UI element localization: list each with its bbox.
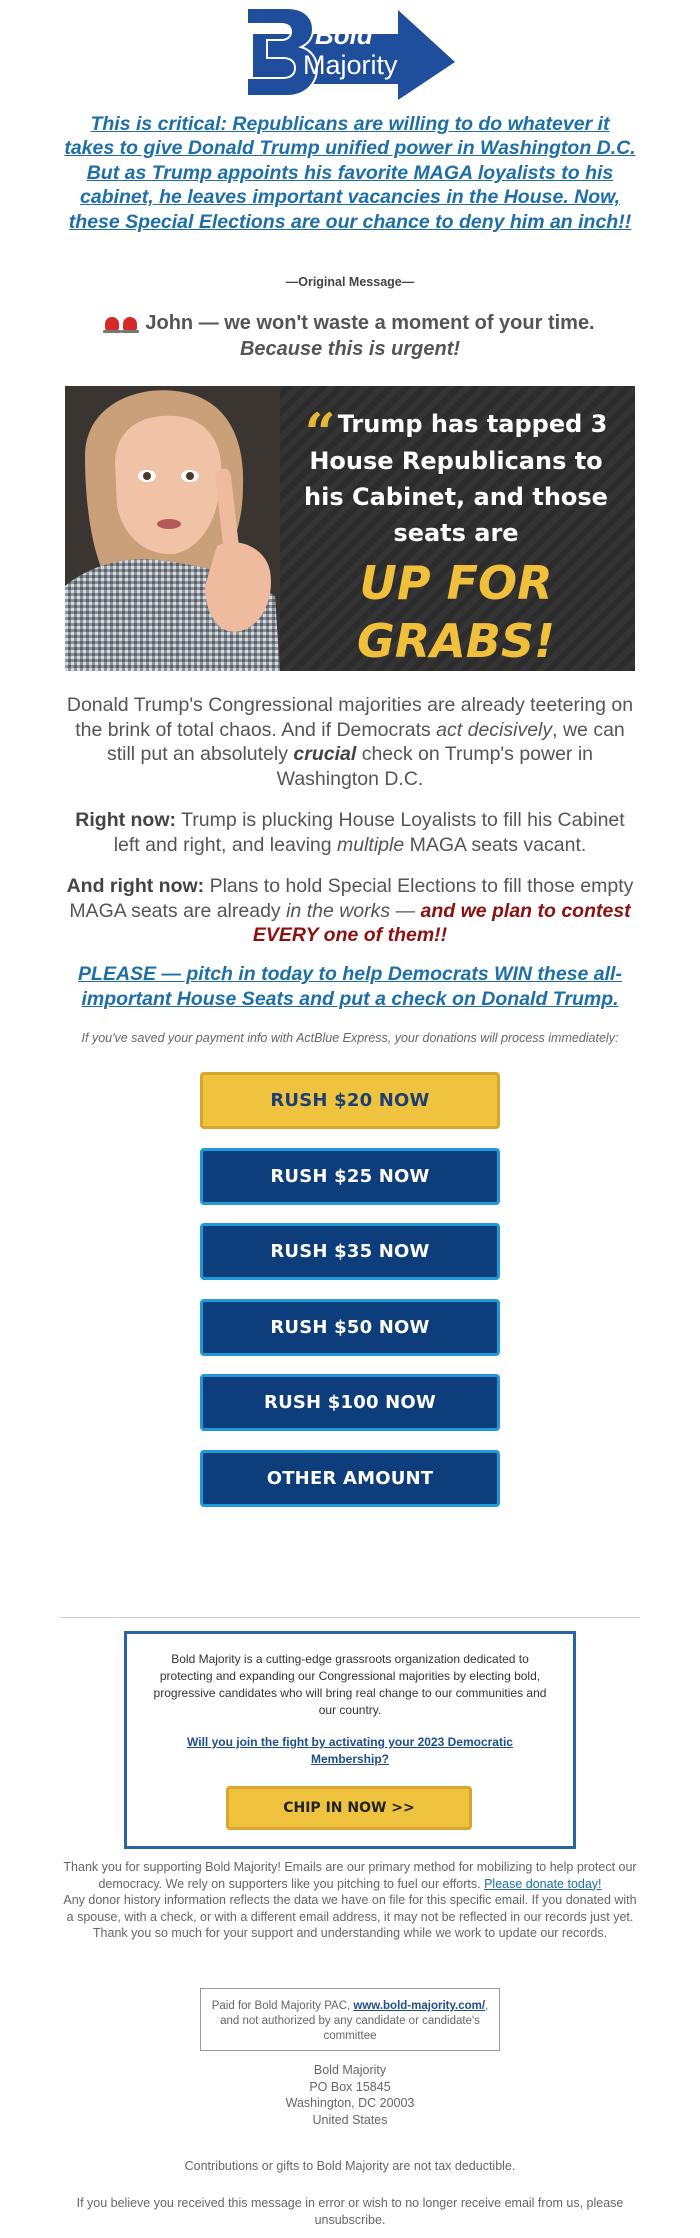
mailing-address: Bold Majority PO Box 15845 Washington, DC 20003 United States: [285, 2063, 415, 2127]
actblue-express-note: If you've saved your payment info with ActBlue Express, your donations will process immediately:: [81, 1031, 619, 1045]
hero-quote: Trump has tapped 3 House Republicans to his Cabinet, and those seats are: [304, 410, 608, 547]
greeting-line-2: Because this is urgent!: [239, 338, 461, 360]
rush-100-button[interactable]: RUSH $100 NOW: [200, 1374, 500, 1431]
pitch-in-link[interactable]: PLEASE — pitch in today to help Democrats WIN these all-important House Seats and put a check on Donald Trump.: [78, 963, 622, 1010]
section-divider: [60, 1617, 640, 1618]
chip-in-button[interactable]: CHIP IN NOW >>: [226, 1786, 472, 1830]
other-amount-button[interactable]: OTHER AMOUNT: [200, 1450, 500, 1507]
logo-word-bold: Bold: [315, 20, 373, 50]
headline-link[interactable]: This is critical: Republicans are willing to do whatever it takes to give Donald Trump unified power in Washington D.C. But as Trump appoints his favorite MAGA loyalists to his cabinet, he leaves important vacancies in the House. Now, these Special Elections are our chance to deny him an inch!!: [64, 113, 636, 233]
about-text: Bold Majority is a cutting-edge grassroots organization dedicated to protecting and expanding our Congressional majorities by electing bold, progressive candidates who will bring real change to our communities and our country.: [153, 1652, 547, 1717]
membership-link[interactable]: Will you join the fight by activating your 2023 Democratic Membership?: [187, 1735, 513, 1766]
rush-25-button[interactable]: RUSH $25 NOW: [200, 1148, 500, 1205]
logo-word-majority: Majority: [303, 50, 398, 80]
original-message-label: —Original Message—: [285, 275, 415, 289]
donate-today-link[interactable]: Please donate today!: [484, 1876, 602, 1891]
paid-for-box: Paid for Bold Majority PAC, www.bold-majority.com/, and not authorized by any candidate or candidate's committee: [200, 1988, 500, 2051]
hero-highlight: [287, 554, 625, 670]
about-box: [124, 1631, 576, 1849]
hero-banner[interactable]: [65, 386, 635, 671]
quote-mark-icon: “: [304, 401, 336, 465]
greeting: [60, 310, 640, 362]
body-paragraph-2: Right now: Trump is plucking House Loyalists to fill his Cabinet left and right, and leaving multiple MAGA seats vacant.: [75, 809, 625, 856]
body-paragraph-3: And right now: Plans to hold Special Elections to fill those empty MAGA seats are already in the works — and we plan to contest EVERY one of them!!: [66, 875, 634, 946]
rush-50-button[interactable]: RUSH $50 NOW: [200, 1299, 500, 1356]
unsubscribe-note[interactable]: If you believe you received this message in error or wish to no longer receive email from us, please unsubscribe.: [76, 2196, 624, 2227]
tax-note: Contributions or gifts to Bold Majority are not tax deductible.: [184, 2159, 516, 2173]
hero-highlight-line-2: GRABS!: [357, 614, 555, 668]
body-paragraph-1: Donald Trump's Congressional majorities are already teetering on the brink of total chaos. And if Democrats act decisively, we can still put an absolutely crucial check on Trump's power in Washington D.C.: [66, 694, 634, 790]
donor-history-note: Any donor history information reflects the data we have on file for this specific email. If you donated with a spouse, with a check, or with a different email address, it may not be reflected in our records just yet. Thank you so much for your support and understanding while we work to update our records.: [63, 1893, 637, 1940]
greeting-line-1: John — we won't waste a moment of your time.: [145, 312, 595, 334]
rush-35-button[interactable]: RUSH $35 NOW: [200, 1223, 500, 1280]
rush-20-button[interactable]: RUSH $20 NOW: [200, 1072, 500, 1129]
footer-thanks: Thank you for supporting Bold Majority! Emails are our primary method for mobilizing to help protect our democracy. We rely on supporters like you pitching to fuel our efforts. Please donate today! Any donor history information reflects the data we have on file for this specific email. If you donated with a spouse, with a check, or with a different email address, it may not be reflected in our records just yet. Thank you so much for your support and understanding while we work to update our records.: [63, 1860, 637, 1940]
bold-majority-logo[interactable]: [243, 4, 458, 102]
website-link[interactable]: www.bold-majority.com/: [353, 2000, 486, 2012]
police-siren-icon: [105, 310, 141, 336]
hero-highlight-line-1: UP FOR: [359, 556, 553, 610]
hero-quote-text: [287, 401, 625, 551]
